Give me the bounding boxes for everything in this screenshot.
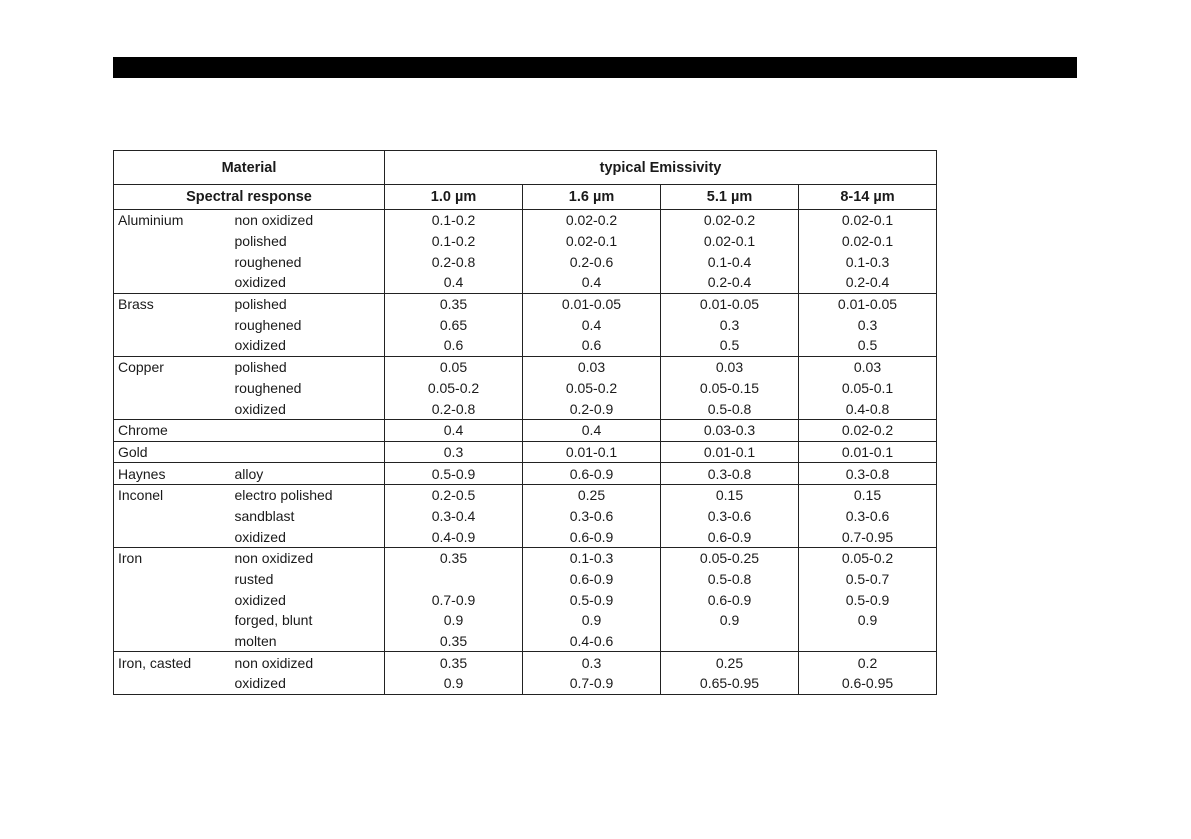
table-row [114,652,937,673]
table-row [114,548,937,569]
emissivity-value: 0.05-0.15 [661,378,799,399]
emissivity-value: 0.7-0.95 [799,526,937,547]
emissivity-value: 0.3-0.6 [661,506,799,527]
emissivity-value: 0.25 [523,484,661,505]
emissivity-value: 0.4-0.6 [523,631,661,652]
emissivity-value: 0.3-0.4 [385,506,523,527]
material-name [114,506,235,527]
emissivity-value: 0.9 [799,610,937,631]
emissivity-value: 0.1-0.4 [661,251,799,272]
material-header: Material [114,151,385,185]
material-name [114,673,235,694]
material-name [114,272,235,293]
emissivity-value: 0.01-0.1 [523,441,661,463]
condition-cell: oxidized [235,398,385,419]
table-row [114,314,937,335]
emissivity-value: 0.5-0.7 [799,569,937,590]
condition-cell: electro polished [235,484,385,505]
material-name [114,610,235,631]
spectral-response-header: Spectral response [114,185,385,210]
material-name [114,398,235,419]
material-name [114,526,235,547]
emissivity-value: 0.5-0.8 [661,569,799,590]
emissivity-value: 0.35 [385,293,523,314]
material-name [114,335,235,356]
table-row [114,631,937,652]
emissivity-value: 0.3 [385,441,523,463]
emissivity-value: 0.02-0.2 [799,419,937,441]
emissivity-value: 0.05-0.2 [799,548,937,569]
emissivity-value [385,569,523,590]
material-name [114,569,235,590]
condition-cell: roughened [235,378,385,399]
emissivity-table [113,150,937,695]
table-row [114,526,937,547]
emissivity-value: 0.3-0.6 [523,506,661,527]
condition-cell: non oxidized [235,210,385,231]
condition-cell: polished [235,356,385,377]
emissivity-value: 0.02-0.1 [799,231,937,252]
wavelength-header: 8-14 µm [799,185,937,210]
emissivity-header: typical Emissivity [385,151,937,185]
emissivity-value: 0.6 [385,335,523,356]
emissivity-value: 0.6-0.9 [523,463,661,485]
table-row [114,231,937,252]
table-row [114,293,937,314]
emissivity-value: 0.01-0.05 [799,293,937,314]
table-row [114,378,937,399]
emissivity-value: 0.03 [661,356,799,377]
emissivity-value: 0.02-0.2 [523,210,661,231]
emissivity-value: 0.4-0.8 [799,398,937,419]
material-name: Brass [114,293,235,314]
material-name: Iron [114,548,235,569]
material-group [114,293,937,356]
emissivity-value: 0.1-0.2 [385,210,523,231]
emissivity-value: 0.05-0.2 [385,378,523,399]
condition-cell: rusted [235,569,385,590]
emissivity-value: 0.05-0.1 [799,378,937,399]
emissivity-value: 0.6-0.9 [661,589,799,610]
material-group [114,441,937,463]
table-row [114,335,937,356]
emissivity-value: 0.1-0.3 [799,251,937,272]
emissivity-value: 0.6-0.9 [661,526,799,547]
emissivity-value: 0.2-0.5 [385,484,523,505]
emissivity-value: 0.5-0.8 [661,398,799,419]
emissivity-value: 0.02-0.1 [523,231,661,252]
emissivity-value: 0.2 [799,652,937,673]
material-name: Gold [114,441,235,463]
condition-cell: roughened [235,251,385,272]
emissivity-value: 0.3 [799,314,937,335]
emissivity-value: 0.4 [385,272,523,293]
emissivity-value: 0.05-0.2 [523,378,661,399]
emissivity-value: 0.1-0.3 [523,548,661,569]
emissivity-value: 0.01-0.1 [661,441,799,463]
emissivity-value: 0.03 [799,356,937,377]
emissivity-value: 0.5-0.9 [523,589,661,610]
material-name: Chrome [114,419,235,441]
emissivity-value: 0.02-0.2 [661,210,799,231]
emissivity-value: 0.4-0.9 [385,526,523,547]
table-row [114,356,937,377]
material-group [114,652,937,694]
table-row [114,441,937,463]
condition-cell: polished [235,293,385,314]
table-row [114,569,937,590]
header-row-1 [114,151,937,185]
table-row [114,673,937,694]
material-name: Inconel [114,484,235,505]
emissivity-value: 0.15 [799,484,937,505]
emissivity-value: 0.3-0.8 [799,463,937,485]
emissivity-value: 0.25 [661,652,799,673]
emissivity-value: 0.5 [661,335,799,356]
emissivity-value: 0.02-0.1 [799,210,937,231]
wavelength-header: 1.0 µm [385,185,523,210]
emissivity-value: 0.1-0.2 [385,231,523,252]
emissivity-value: 0.2-0.4 [661,272,799,293]
emissivity-value: 0.2-0.4 [799,272,937,293]
emissivity-table-container [113,150,936,695]
emissivity-value: 0.35 [385,548,523,569]
material-group [114,419,937,441]
emissivity-value: 0.2-0.9 [523,398,661,419]
condition-cell [235,419,385,441]
emissivity-value: 0.9 [661,610,799,631]
material-name [114,314,235,335]
material-group [114,356,937,419]
condition-cell: sandblast [235,506,385,527]
emissivity-value: 0.7-0.9 [385,589,523,610]
condition-cell: alloy [235,463,385,485]
emissivity-value: 0.3 [661,314,799,335]
emissivity-value: 0.65 [385,314,523,335]
table-row [114,210,937,231]
condition-cell: oxidized [235,272,385,293]
condition-cell: non oxidized [235,652,385,673]
emissivity-value: 0.9 [523,610,661,631]
emissivity-value: 0.5-0.9 [385,463,523,485]
material-name [114,589,235,610]
emissivity-value: 0.5 [799,335,937,356]
condition-cell [235,441,385,463]
emissivity-value: 0.3-0.6 [799,506,937,527]
emissivity-value: 0.01-0.1 [799,441,937,463]
material-name: Haynes [114,463,235,485]
table-row [114,398,937,419]
table-row [114,484,937,505]
emissivity-value: 0.2-0.8 [385,251,523,272]
material-name [114,631,235,652]
condition-cell: polished [235,231,385,252]
emissivity-value: 0.6-0.95 [799,673,937,694]
emissivity-value: 0.03-0.3 [661,419,799,441]
table-row [114,419,937,441]
header-bar [113,57,1077,78]
emissivity-value: 0.3 [523,652,661,673]
emissivity-value: 0.05 [385,356,523,377]
emissivity-value: 0.6 [523,335,661,356]
emissivity-value: 0.6-0.9 [523,526,661,547]
material-name: Iron, casted [114,652,235,673]
header-row-2 [114,185,937,210]
material-group [114,548,937,652]
condition-cell: non oxidized [235,548,385,569]
emissivity-value [799,631,937,652]
wavelength-header: 5.1 µm [661,185,799,210]
emissivity-value: 0.2-0.8 [385,398,523,419]
emissivity-value: 0.2-0.6 [523,251,661,272]
material-name: Copper [114,356,235,377]
emissivity-value: 0.4 [385,419,523,441]
emissivity-value: 0.03 [523,356,661,377]
wavelength-header: 1.6 µm [523,185,661,210]
material-name [114,251,235,272]
emissivity-value: 0.05-0.25 [661,548,799,569]
condition-cell: roughened [235,314,385,335]
condition-cell: molten [235,631,385,652]
emissivity-value: 0.9 [385,610,523,631]
condition-cell: oxidized [235,335,385,356]
emissivity-value: 0.4 [523,272,661,293]
table-row [114,251,937,272]
table-row [114,610,937,631]
emissivity-value: 0.3-0.8 [661,463,799,485]
table-row [114,589,937,610]
material-name: Aluminium [114,210,235,231]
emissivity-value: 0.7-0.9 [523,673,661,694]
emissivity-value: 0.15 [661,484,799,505]
emissivity-value: 0.9 [385,673,523,694]
condition-cell: oxidized [235,673,385,694]
material-name [114,378,235,399]
table-row [114,272,937,293]
emissivity-value: 0.35 [385,631,523,652]
emissivity-value: 0.6-0.9 [523,569,661,590]
emissivity-value: 0.01-0.05 [661,293,799,314]
emissivity-value: 0.65-0.95 [661,673,799,694]
emissivity-value: 0.4 [523,314,661,335]
emissivity-value: 0.4 [523,419,661,441]
material-group [114,210,937,294]
condition-cell: oxidized [235,589,385,610]
emissivity-value: 0.5-0.9 [799,589,937,610]
condition-cell: oxidized [235,526,385,547]
material-name [114,231,235,252]
table-row [114,506,937,527]
condition-cell: forged, blunt [235,610,385,631]
table-row [114,463,937,485]
material-group [114,463,937,485]
emissivity-value [661,631,799,652]
emissivity-value: 0.35 [385,652,523,673]
emissivity-value: 0.01-0.05 [523,293,661,314]
material-group [114,484,937,547]
emissivity-value: 0.02-0.1 [661,231,799,252]
